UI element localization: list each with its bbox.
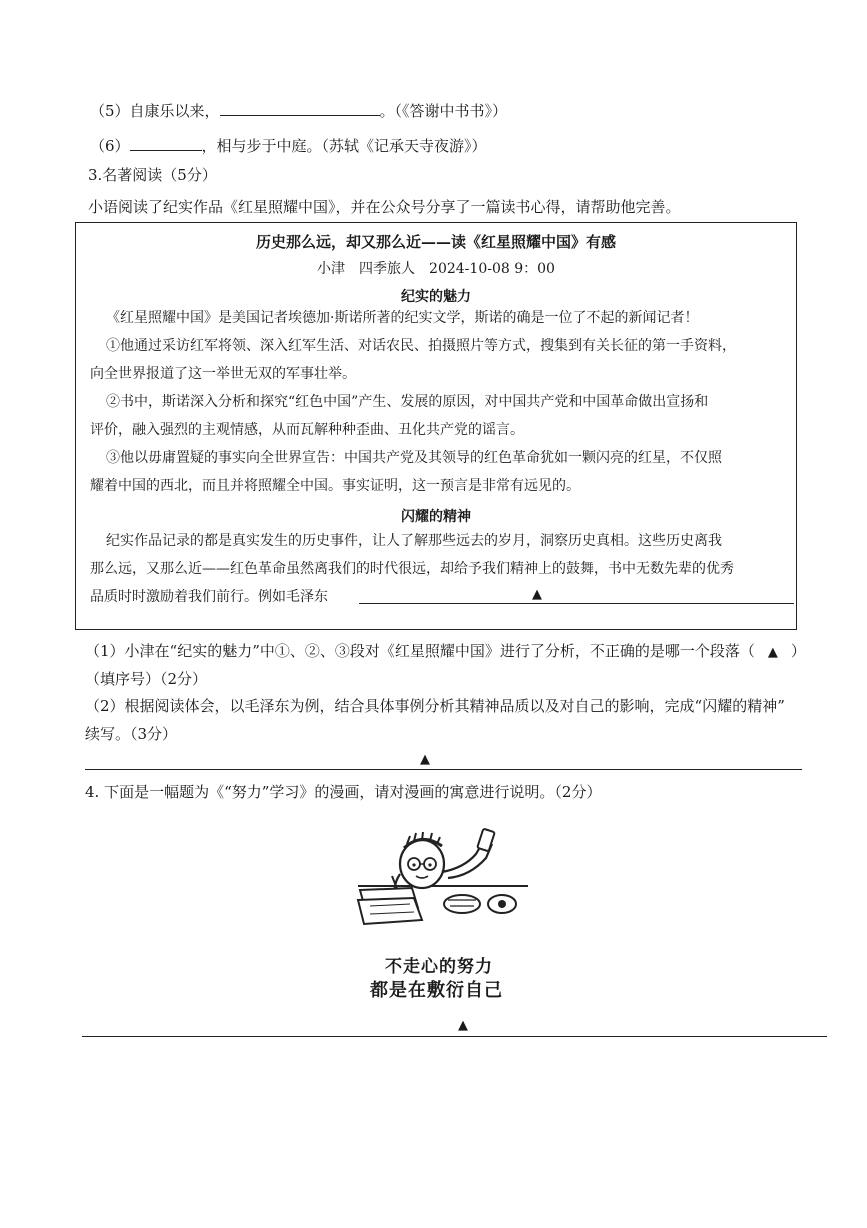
subheading-charm: 纪实的魅力 xyxy=(401,289,471,305)
question-5-suffix: 。（《答谢中书书》） xyxy=(379,102,508,120)
paragraph-2-line-2: 评价，融入强烈的主观情感，从而瓦解种种歪曲、丑化共产党的谣言。 xyxy=(90,422,524,438)
paragraph-4-line-1: 纪实作品记录的都是真实发生的历史事件，让人了解那些远去的岁月，洞察历史真相。这些历史离我 xyxy=(106,533,722,549)
question-5-prefix: （5）自康乐以来， xyxy=(90,102,220,120)
article-meta: 小津 四季旅人 2024-10-08 9：00 xyxy=(317,261,555,277)
section-3-intro: 小语阅读了纪实作品《红星照耀中国》，并在公众号分享了一篇读书心得，请帮助他完善。 xyxy=(88,198,681,216)
sub-question-2-line-2: 续写。（3分） xyxy=(85,725,178,743)
answer-blank[interactable] xyxy=(130,136,202,151)
paragraph-3-line-1: ③他以毋庸置疑的事实向全世界宣告：中国共产党及其领导的红色革命犹如一颗闪亮的红星，不仅照 xyxy=(106,450,722,466)
answer-triangle: ▲ xyxy=(532,587,542,602)
article-title: 历史那么远，却又那么近——读《红星照耀中国》有感 xyxy=(255,233,616,251)
answer-line[interactable] xyxy=(85,769,802,770)
sub-question-2-line-1: （2）根据阅读体会，以毛泽东为例，结合具体事例分析其精神品质以及对自己的影响，完成“闪耀的精神” xyxy=(85,697,785,715)
continuation-blank[interactable] xyxy=(359,603,794,604)
answer-triangle[interactable]: ▲ xyxy=(767,645,778,660)
paragraph-3-line-2: 耀着中国的西北，而且并将照耀全中国。事实证明，这一预言是非常有远见的。 xyxy=(90,478,580,494)
comic-caption-line-2: 都是在敷衍自己 xyxy=(370,980,503,1001)
answer-line[interactable] xyxy=(82,1036,827,1037)
question-6 xyxy=(90,135,487,156)
sub-question-1 xyxy=(85,640,806,661)
answer-triangle: ▲ xyxy=(458,1018,468,1033)
section-3-heading: 3.名著阅读（5分） xyxy=(88,166,217,184)
paragraph-2-line-1: ②书中，斯诺深入分析和探究“红色中国”产生、发展的原因，对中国共产党和中国革命做出宣扬和 xyxy=(106,394,709,410)
answer-triangle: ▲ xyxy=(420,752,430,767)
paragraph-1-line-2: 向全世界报道了这一举世无双的军事壮举。 xyxy=(90,366,356,382)
paragraph-4-line-2: 那么远，又那么近——红色革命虽然离我们的时代很远，却给予我们精神上的鼓舞，书中无数先辈的优秀 xyxy=(90,561,734,577)
paragraph-1-line-1: ①他通过采访红军将领、深入红军生活、对话农民、拍摄照片等方式，搜集到有关长征的第一手资料， xyxy=(106,338,736,354)
question-6-prefix: （6） xyxy=(90,137,130,155)
sub-question-1-points: （填序号）（2分） xyxy=(85,670,208,688)
article-box xyxy=(75,222,797,630)
subheading-spirit: 闪耀的精神 xyxy=(401,509,471,525)
question-6-suffix: ，相与步于中庭。（苏轼《记承天寺夜游》） xyxy=(201,137,487,155)
sub-question-1-text: （1）小津在“纪实的魅力”中①、②、③段对《红星照耀中国》进行了分析，不正确的是哪一个段落（ xyxy=(85,642,755,660)
answer-blank[interactable] xyxy=(220,101,380,116)
sub-question-1-close: ） xyxy=(790,642,806,660)
paragraph-4-line-3: 品质时时激励着我们前行。例如毛泽东 xyxy=(90,589,328,605)
comic-illustration xyxy=(352,828,532,933)
question-5 xyxy=(90,100,507,121)
comic-caption-line-1: 不走心的努力 xyxy=(385,957,493,977)
paragraph-intro: 《红星照耀中国》是美国记者埃德加·斯诺所著的纪实文学，斯诺的确是一位了不起的新闻记者！ xyxy=(106,310,699,326)
section-4-heading: 4. 下面是一幅题为《“努力”学习》的漫画，请对漫画的寓意进行说明。（2分） xyxy=(85,783,602,801)
